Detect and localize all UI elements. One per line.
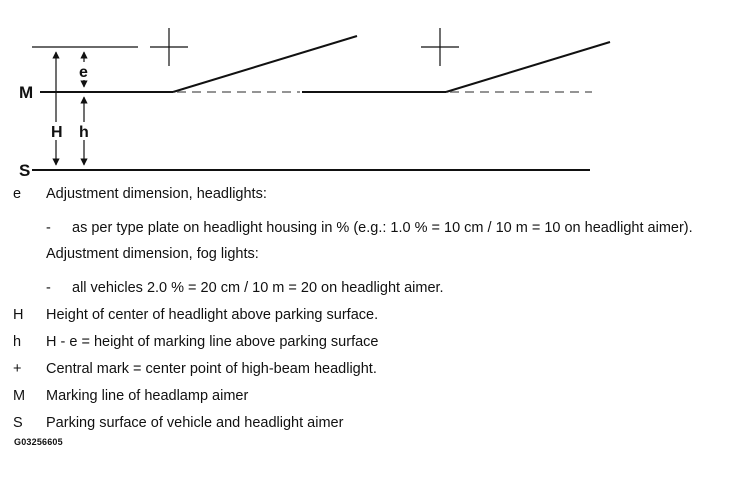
label-S: S (19, 161, 31, 180)
legend-text-h: H - e = height of marking line above parking surface (46, 334, 379, 350)
fog-heading-text: Adjustment dimension, fog lights: (46, 246, 259, 262)
headlight-detail-text: as per type plate on headlight housing in % (e.g.: 1.0 % = 10 cm / 10 m = 10 on headlight aimer). (72, 220, 693, 236)
legend-text-e: Adjustment dimension, headlights: (46, 186, 267, 202)
label-e: e (79, 64, 88, 81)
cutoff-slope-left (173, 36, 357, 92)
cutoff-slope-right (446, 42, 610, 92)
fog-detail-text: all vehicles 2.0 % = 20 cm / 10 m = 20 on headlight aimer. (72, 280, 444, 296)
bullet-dash: - (46, 220, 51, 236)
headlight-aim-diagram (0, 0, 750, 185)
legend-key-S: S (13, 415, 23, 431)
label-h: h (79, 124, 89, 141)
legend-key-plus: + (13, 361, 22, 377)
legend-key-h: h (13, 334, 22, 350)
legend-text-S: Parking surface of vehicle and headlight aimer (46, 415, 344, 431)
legend-key-e: e (13, 186, 22, 202)
central-mark-left (150, 28, 188, 66)
legend-text-plus: Central mark = center point of high-beam headlight. (46, 361, 377, 377)
figure-id: G03256605 (14, 437, 63, 447)
legend-text-M: Marking line of headlamp aimer (46, 388, 249, 404)
label-M: M (19, 83, 34, 102)
bullet-dash: - (46, 280, 51, 296)
label-H: H (51, 124, 63, 141)
central-mark-right (421, 28, 459, 66)
legend-key-M: M (13, 388, 26, 404)
legend-text-H: Height of center of headlight above parking surface. (46, 307, 379, 323)
legend-key-H: H (13, 307, 24, 323)
